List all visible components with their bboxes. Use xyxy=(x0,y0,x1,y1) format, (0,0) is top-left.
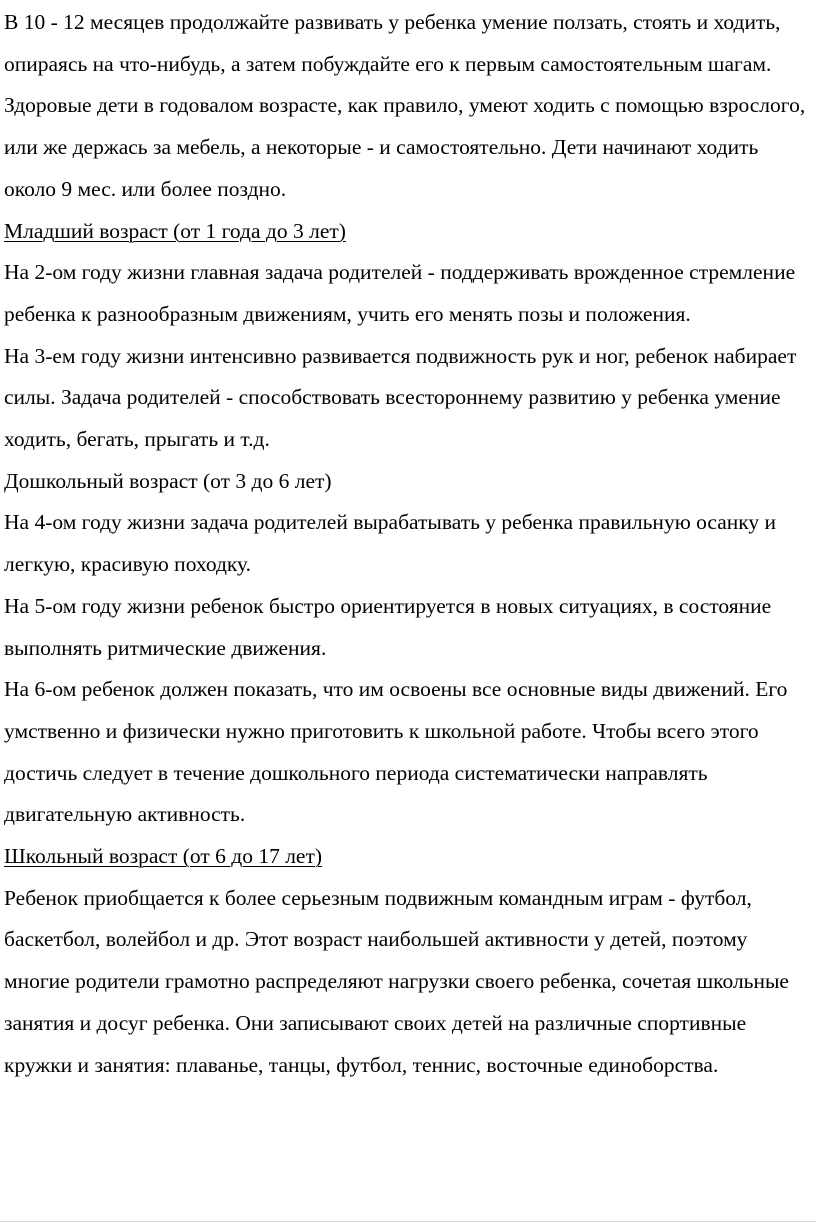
document-body xyxy=(4,2,812,1086)
paragraph-school-age: Ребенок приобщается к более серьезным подвижным командным играм - футбол, баскетбол, волейбол и др. Этот возраст наибольшей активности у детей, поэтому многие родители грамотно распределяют нагрузки своего ребенка, сочетая школьные занятия и досуг ребенка. Они записывают своих детей на различные спортивные кружки и занятия: плаванье, танцы, футбол, теннис, восточные единоборства. xyxy=(4,885,789,1077)
heading-early-age-text: Младший возраст (от 1 года до 3 лет) xyxy=(4,218,346,243)
paragraph-one-year-walking: Здоровые дети в годовалом возрасте, как правило, умеют ходить с помощью взрослого, или же держась за мебель, а некоторые - и самостоятельно. Дети начинают ходить около 9 мес. или более поздно. xyxy=(4,93,806,201)
paragraph-fourth-year: На 4-ом году жизни задача родителей вырабатывать у ребенка правильную осанку и легкую, красивую походку. xyxy=(4,510,777,577)
heading-preschool-age-text: Дошкольный возраст (от 3 до 6 лет) xyxy=(4,468,332,493)
paragraph-third-year: На 3-ем году жизни интенсивно развивается подвижность рук и ног, ребенок набирает силы. Задача родителей - способствовать всестороннему развитию у ребенка умение ходить, бегать, прыгать и т.д. xyxy=(4,343,797,452)
heading-school-age xyxy=(4,836,812,878)
page-divider xyxy=(0,1221,816,1222)
paragraph-fifth-year: На 5-ом году жизни ребенок быстро ориентируется в новых ситуациях, в состояние выполнять ритмические движения. xyxy=(4,593,772,660)
paragraph-sixth-year: На 6-ом ребенок должен показать, что им освоены все основные виды движений. Его умственно и физически нужно приготовить к школьной работе. Чтобы всего этого достичь следует в течение дошкольного периода систематически направлять двигательную активность. xyxy=(4,677,788,827)
paragraph-second-year: На 2-ом году жизни главная задача родителей - поддерживать врожденное стремление ребенка к разнообразным движениям, учить его менять позы и положения. xyxy=(4,260,796,326)
heading-early-age xyxy=(4,211,812,253)
heading-preschool-age xyxy=(4,461,812,503)
paragraph-10-12-months: В 10 - 12 месяцев продолжайте развивать у ребенка умение ползать, стоять и ходить, опираясь на что-нибудь, а затем побуждайте его к первым самостоятельным шагам. xyxy=(4,10,781,76)
heading-school-age-text: Школьный возраст (от 6 до 17 лет) xyxy=(4,844,323,869)
